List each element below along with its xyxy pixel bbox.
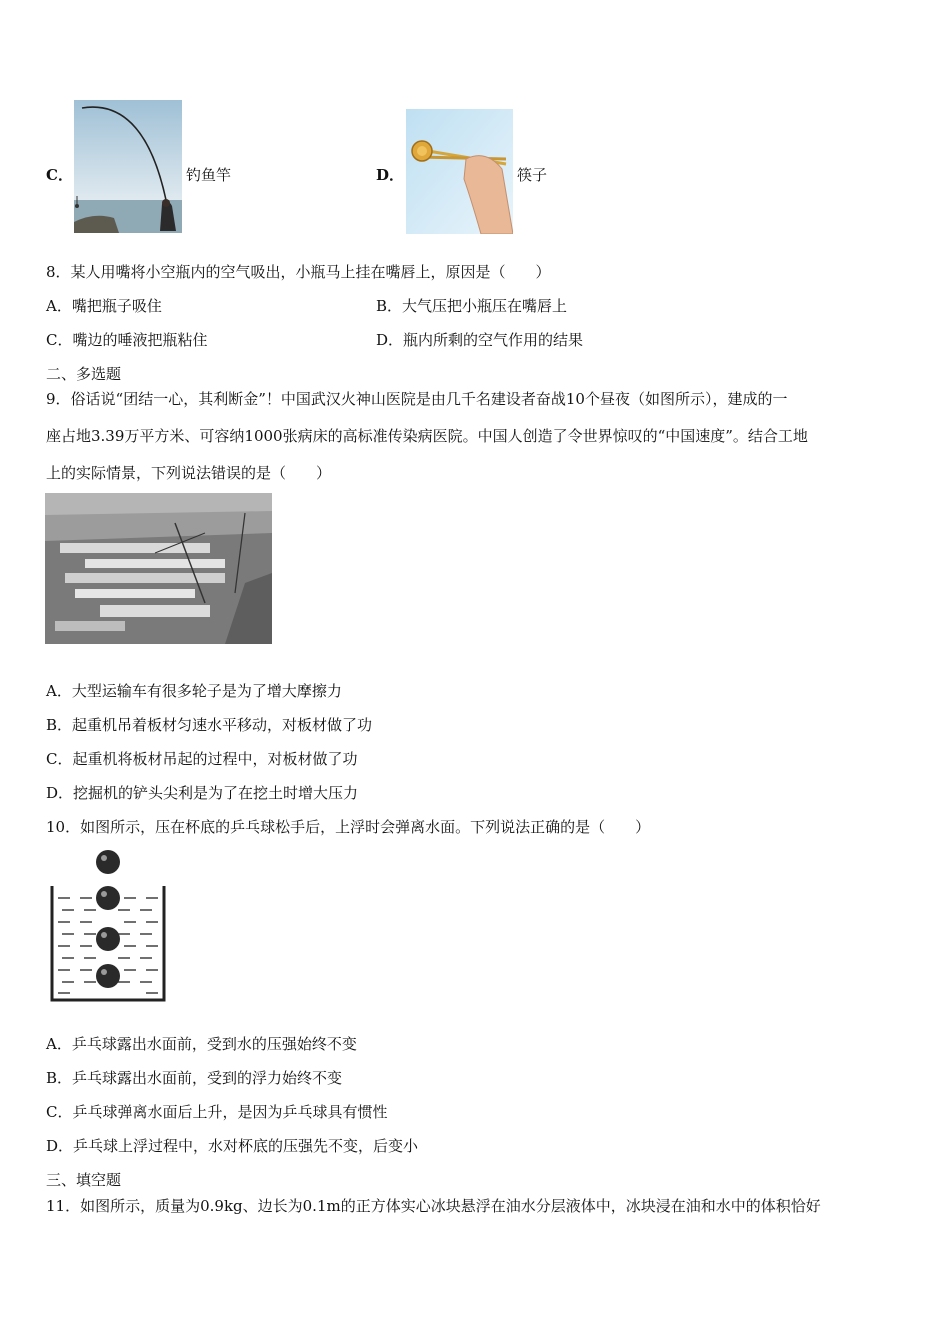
q9-option-b: B．起重机吊着板材匀速水平移动，对板材做了功 [46, 716, 373, 734]
q8-option-c: C．嘴边的唾液把瓶粘住 [46, 331, 208, 349]
q8-option-d: D．瓶内所剩的空气作用的结果 [376, 331, 584, 349]
q8-stem: 8．某人用嘴将小空瓶内的空气吸出，小瓶马上挂在嘴唇上，原因是（ ） [46, 263, 551, 281]
q11-stem: 11．如图所示，质量为0.9kg、边长为0.1m的正方体实心冰块悬浮在油水分层液体中，冰块浸在油和水中的体积恰好 [46, 1197, 821, 1215]
q9-option-d: D．挖掘机的铲头尖利是为了在挖土时增大压力 [46, 784, 359, 802]
q8-option-a: A．嘴把瓶子吸住 [46, 297, 162, 315]
q9-stem-line3: 上的实际情景，下列说法错误的是（ ） [46, 464, 332, 482]
q7-option-c-letter: C． [46, 166, 73, 184]
q9-stem-line1: 9．俗话说“团结一心，其利断金”！中国武汉火神山医院是由几千名建设者奋战10个昼夜（如图所示），建成的一 [46, 390, 788, 408]
section-heading-multiple-choice: 二、多选题 [46, 365, 122, 383]
q9-option-a: A．大型运输车有很多轮子是为了增大摩擦力 [46, 682, 342, 700]
q9-stem-line2: 座占地3.39万平方米、可容纳1000张病床的高标准传染病医院。中国人创造了令世界惊叹的“中国速度”。结合工地 [46, 427, 808, 445]
q7-option-d-letter: D． [376, 166, 405, 184]
q7-option-d-text: 筷子 [517, 166, 548, 184]
q7-option-c-text: 钓鱼竿 [186, 166, 232, 184]
q10-option-b: B．乒乓球露出水面前，受到的浮力始终不变 [46, 1069, 343, 1087]
construction-site-photo [45, 493, 272, 644]
q9-option-c: C．起重机将板材吊起的过程中，对板材做了功 [46, 750, 358, 768]
q10-option-a: A．乒乓球露出水面前，受到水的压强始终不变 [46, 1035, 357, 1053]
ping-pong-beaker-diagram [46, 848, 171, 1008]
q8-option-b: B．大气压把小瓶压在嘴唇上 [376, 297, 568, 315]
chopsticks-image [406, 109, 513, 234]
fishing-rod-image [74, 100, 182, 233]
q10-stem: 10．如图所示，压在杯底的乒乓球松手后，上浮时会弹离水面。下列说法正确的是（ ） [46, 818, 651, 836]
q10-option-c: C．乒乓球弹离水面后上升，是因为乒乓球具有惯性 [46, 1103, 388, 1121]
q10-option-d: D．乒乓球上浮过程中，水对杯底的压强先不变，后变小 [46, 1137, 419, 1155]
section-heading-fill-in: 三、填空题 [46, 1171, 122, 1189]
